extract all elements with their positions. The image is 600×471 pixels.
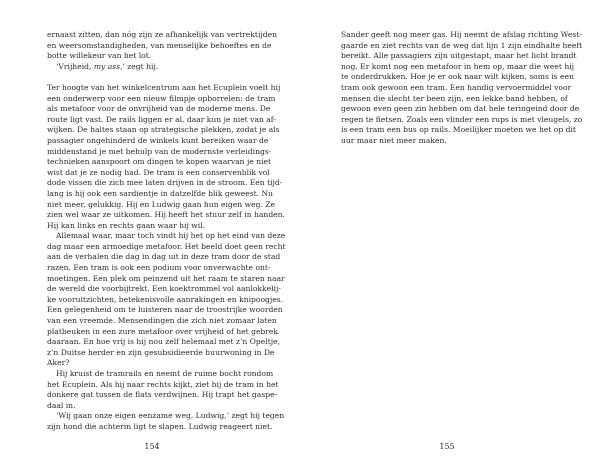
text-line: als metafoor voor de onvrijheid van de moderne mens. De: [47, 104, 271, 114]
text-line: ‘Wij gaan onze eigen eenzame weg, Ludwig,’ zegt hij tegen: [56, 411, 285, 421]
paragraph: [47, 411, 285, 432]
text-line: Ter hoogte van het winkelcentrum aan het Ecuplein voelt hij: [47, 82, 281, 92]
text-line: van een vreemde. Mensendingen die zich niet zomaar laten: [47, 316, 277, 326]
text-line: tram ook gewoon een tram. Een handig vervoermiddel voor: [341, 82, 572, 92]
text-line: ‘Vrijheid, my ass,’ zegt hij.: [56, 61, 159, 71]
text-line: te onderdrukken. Hoe je er ook naar wilt kijken, soms is een: [341, 72, 574, 82]
page-number-right: 155: [439, 442, 455, 451]
text-line: dode vissen die zich mee laten drijven in de stroom. Een tijd-: [47, 178, 283, 188]
text-line: Allemaal waar, maar toch vindt hij het op het eind van deze: [56, 231, 286, 241]
text-line: gewoon even geen zin hebben om dat hele teringeind door de: [341, 104, 580, 114]
text-line: niet meer, gelukkig. Hij en Ludwig gaan hun eigen weg. Ze: [47, 199, 276, 209]
text-line: moetingen. Een plek om peinzend uit het raam te staren naar: [47, 273, 285, 283]
text-line: is een tram een bus op rails. Moeilijker moeten we het op dit: [341, 125, 576, 135]
text-line: gaarde en ziet rechts van de weg dat lijn 1 zijn eindhalte heeft: [341, 40, 583, 50]
text-line: regen te fietsen. Zoals een vlinder een rups is met vleugels, zo: [341, 114, 583, 124]
right-page-text: [341, 30, 583, 147]
text-line: nog. Er komt nog een metafoor in hem op, maar die weet hij: [341, 61, 574, 71]
text-line: Een gelegenheid om te luisteren naar de troostrijke woorden: [47, 305, 283, 315]
text-line: daal in.: [47, 400, 76, 410]
text-line: zijn hond die achterin ligt te slapen. Ludwig reageert niet.: [47, 421, 273, 431]
text-line: z’n Duitse herder en zijn gesubsidieerde huurwoning in De: [47, 347, 275, 357]
text-line: aan de verhalen die dag in dag uit in deze tram door de stad: [47, 252, 281, 262]
text-line: botte willekeur van het lot.: [47, 51, 152, 61]
text-line: technieken aanspoort om dingen te kopen waarvan je niet: [47, 157, 272, 167]
text-line: ke vooruitzichten, betekenisvolle aanrakingen en knipoogjes.: [47, 294, 284, 304]
text-line: het Ecuplein. Als hij naar rechts kijkt, ziet hij de tram in het: [47, 379, 279, 389]
section-break: [47, 72, 258, 83]
text-line: Hij kan links en rechts gaan waar hij wil.: [47, 220, 206, 230]
text-line: Hij kruist de tramrails en neemt de ruime bocht rondom: [56, 369, 274, 378]
text-line: lang is hij ook een sardientje in datzelfde blik geweest. Nu: [47, 188, 274, 198]
paragraph: [47, 30, 277, 62]
text-line: razen. Een tram is ook een podium voor onverwachte ont-: [47, 263, 271, 273]
text-line: donkere gat tussen de flats verdwijnen. Hij trapt het gaspe-: [47, 390, 278, 400]
text-line: passagier ongehinderd de winkels kunt bereiken waar de: [47, 135, 269, 145]
paragraph: [47, 62, 258, 73]
paragraph: [47, 82, 285, 231]
paragraph: [47, 369, 279, 411]
text-line: en weersomstandigheden, van menselijke behoeftes en de: [47, 40, 272, 50]
left-page-text: [47, 30, 286, 433]
text-line: dag maar een armoedige metafoor. Het beeld doet geen recht: [47, 241, 286, 251]
text-line: de wereld die voorbijtrekt. Een koektrommel vol aanlokkelij-: [47, 284, 281, 294]
text-line: Sander geeft nog meer gas. Hij neemt de afslag richting West-: [341, 30, 582, 39]
text-line: daaraan. En hoe vrij is hij nou zelf helemaal met z’n Opeltje,: [47, 337, 281, 347]
page-number-left: 154: [144, 442, 160, 451]
text-line: zien wel waar ze uitkomen. Hij heeft het stuur zelf in handen.: [47, 210, 285, 220]
paragraph: [47, 231, 286, 369]
text-line: route ligt vast. De rails liggen er al, daar kun je niet van af-: [47, 114, 276, 124]
paragraph: [341, 30, 583, 147]
text-line: Aker?: [47, 358, 70, 368]
text-line: mensen die slecht ter been zijn, een lekke band hebben, of: [341, 93, 568, 103]
text-line: bereikt. Alle passagiers zijn uitgestapt, maar het licht brandt: [341, 51, 577, 61]
text-line: platbeuken in een zure metafoor over vrijheid of het gebrek: [47, 326, 279, 336]
text-line: middenstand je met behulp van de modernste verleidings-: [47, 146, 272, 156]
text-line: uur maar niet meer maken.: [341, 135, 447, 145]
text-line: wist dat je ze nodig had. De tram is een conservenblik vol: [47, 167, 270, 177]
text-line: ernaast zitten, dan nóg zijn ze afhankelijk van vertrektijden: [47, 30, 277, 39]
text-line: wijken. De haltes staan op strategische plekken, zodat je als: [47, 125, 280, 135]
text-line: een onderwerp voor een nieuw filmpje opborrelen: de tram: [47, 93, 276, 103]
